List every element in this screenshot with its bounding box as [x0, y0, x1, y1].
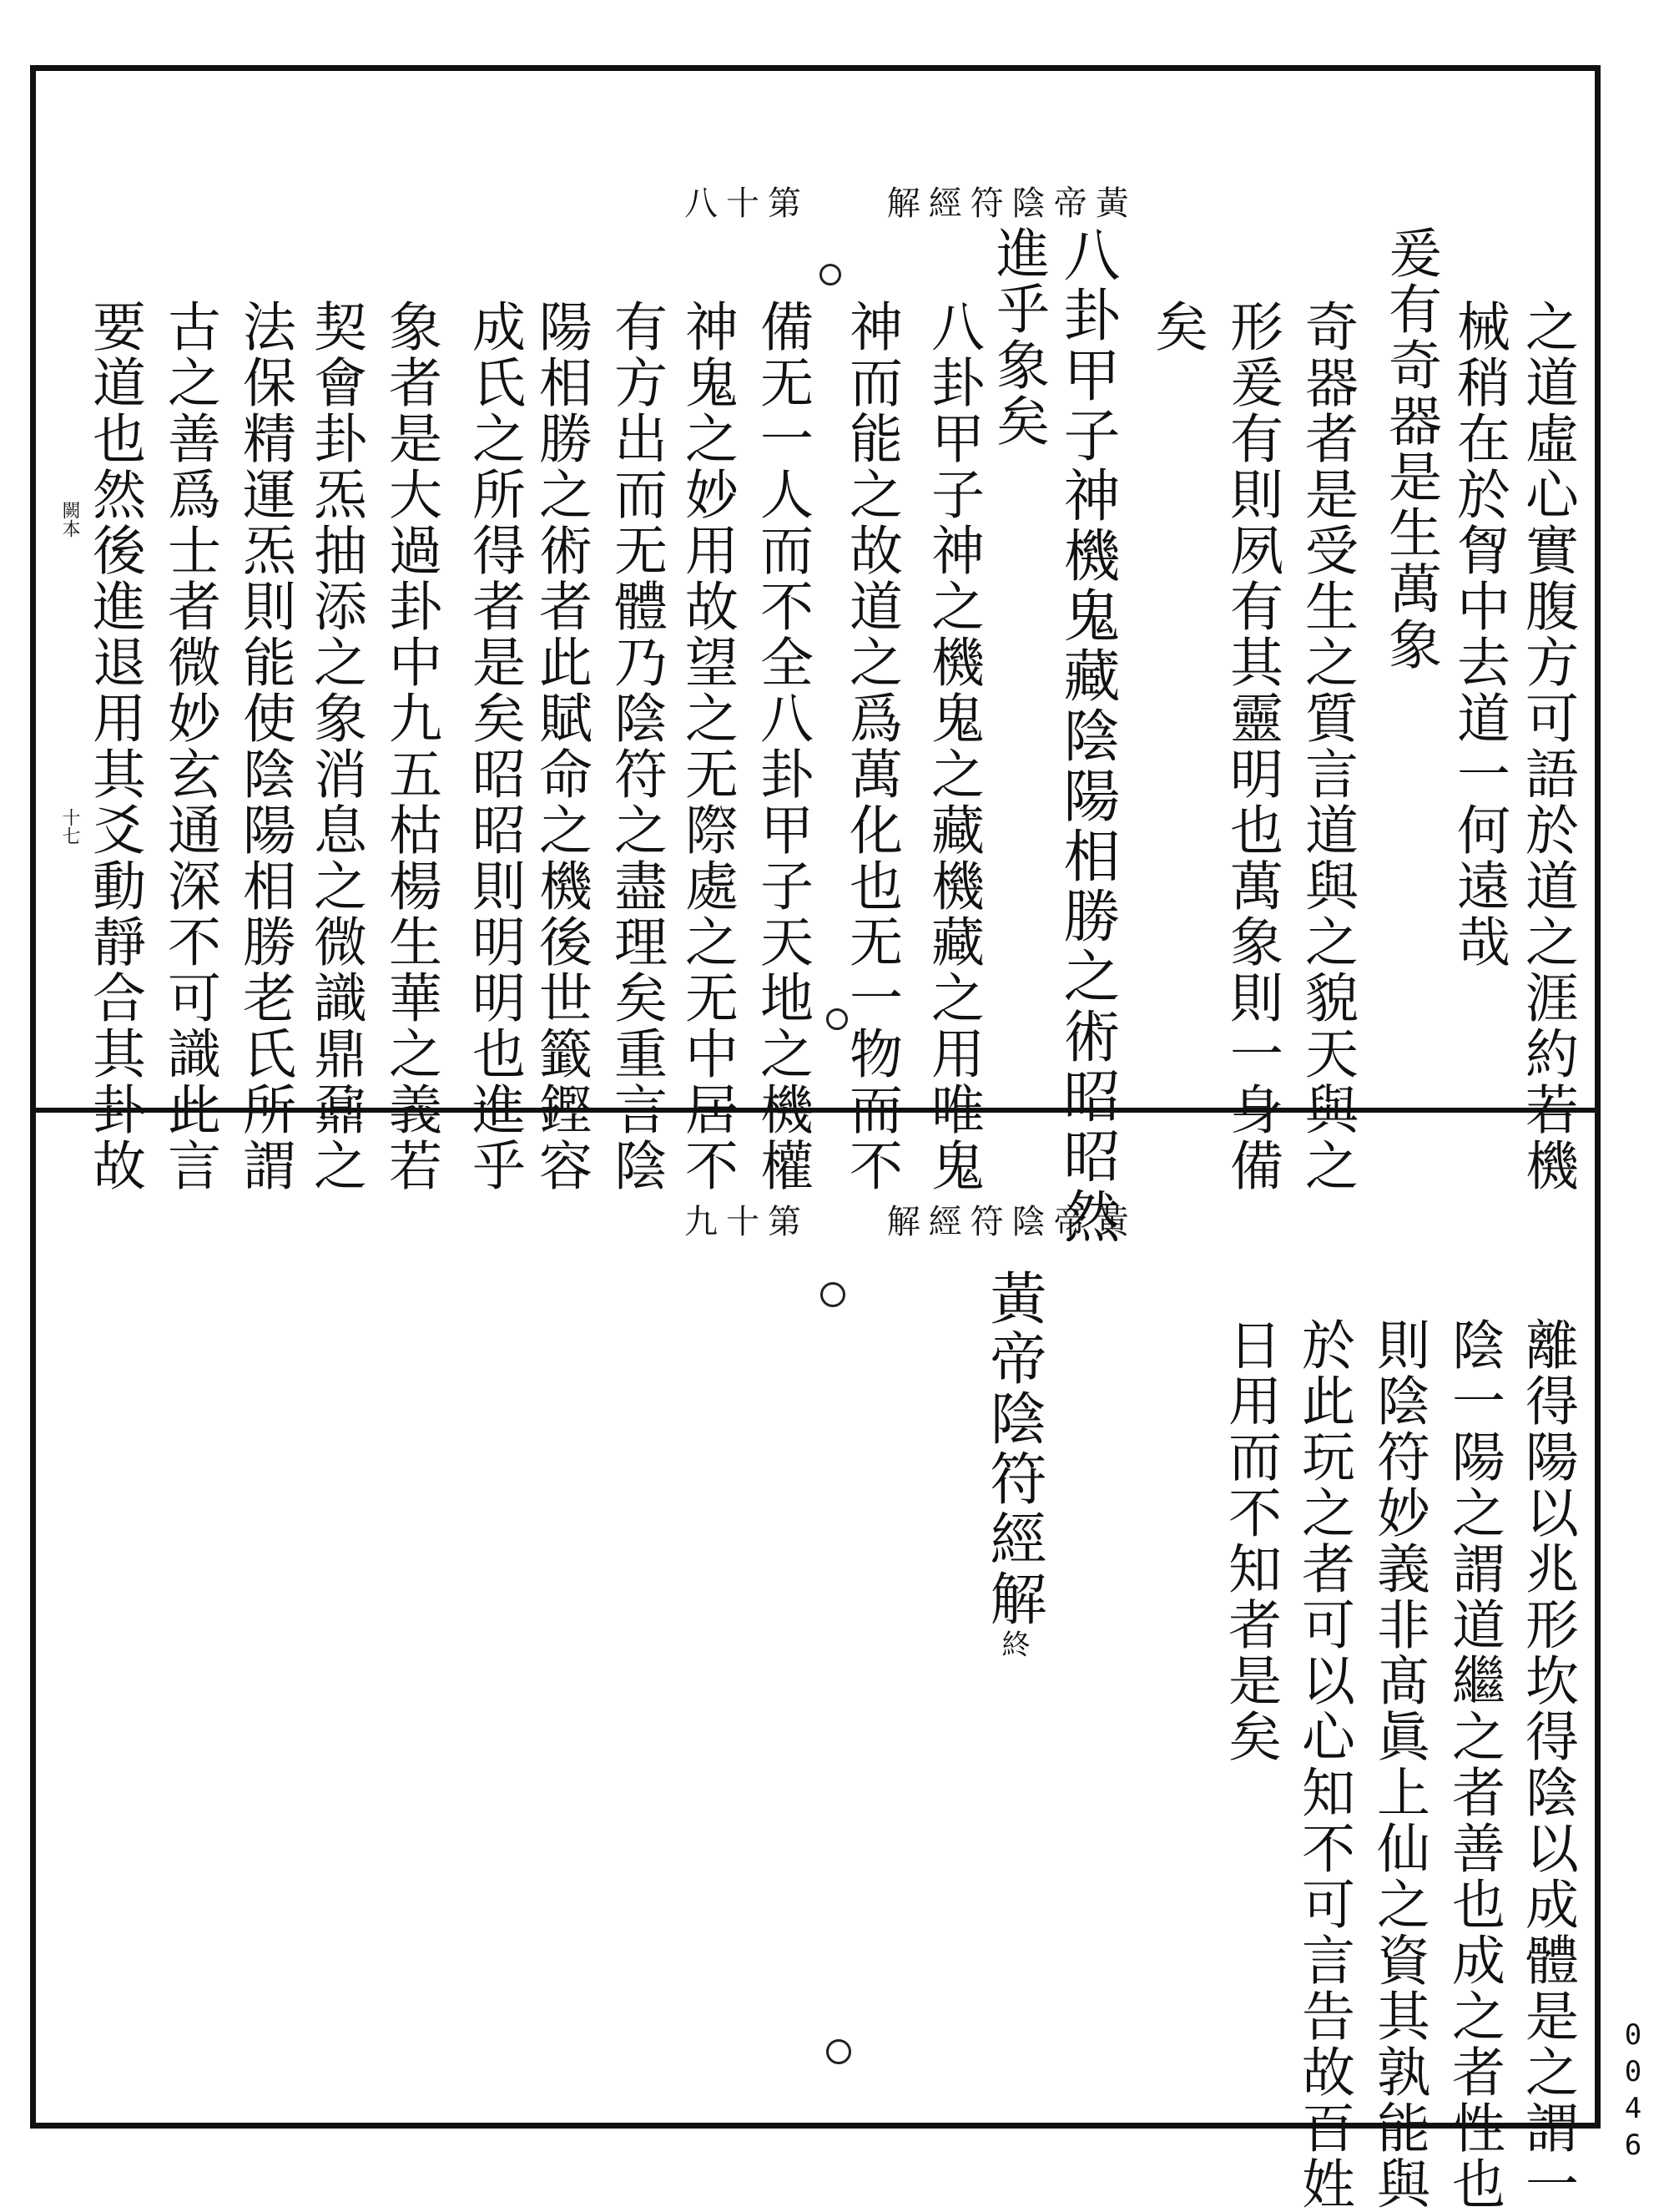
bottom-column-4: 於此玩之者可以心知不可言告故百姓 [1293, 1317, 1354, 2212]
bottom-column-2: 陰一陽之謂道繼之者善也成之者性也 [1443, 1317, 1505, 2212]
top-column-10: 神而能之故道之爲萬化也无一物而不 [840, 299, 902, 1194]
margin-note: 闕本 [59, 501, 80, 538]
top-column-16: 象者是大過卦中九五枯楊生華之義若 [380, 299, 441, 1194]
header-top-section: 第十八 [684, 184, 809, 223]
top-column-17: 契會卦炁抽添之象消息之微識鼎鼐之 [305, 299, 366, 1194]
header-bottom-book: 黃帝陰符經解 [886, 1203, 1137, 1241]
top-column-4: 奇器者是受生之質言道與之貌天與之 [1296, 299, 1358, 1194]
bottom-column-5: 日用而不知者是矣 [1219, 1317, 1281, 1765]
header-top-book: 黃帝陰符經解 [886, 184, 1137, 223]
top-column-7: 八卦甲子神機鬼藏陰陽相勝之術昭昭然 [1054, 225, 1120, 1247]
bottom-column-1: 離得陽以兆形坎得陰以成體是之謂一 [1516, 1317, 1578, 2212]
leaf-number: 十七 [59, 808, 80, 845]
book-title: 黃帝陰符經解 [981, 1269, 1046, 1629]
top-column-14: 陽相勝之術者此賦命之機後世籤鏗容 [530, 299, 592, 1194]
top-column-11: 備无一人而不全八卦甲子天地之機權 [751, 299, 813, 1194]
top-column-20: 要道也然後進退用其爻動靜合其卦故 [83, 299, 145, 1194]
header-bottom [684, 1195, 1137, 1243]
header-bottom-section: 第十九 [684, 1203, 809, 1241]
top-column-6: 矣 [1146, 299, 1208, 355]
top-column-8: 進乎象矣 [987, 225, 1049, 449]
binding-hole-3 [820, 1282, 845, 1307]
top-column-2: 械稍在於胷中去道一何遠哉 [1448, 299, 1510, 970]
end-mark: 終 [996, 1629, 1030, 1661]
top-column-12: 神鬼之妙用故望之无際處之无中居不 [676, 299, 738, 1194]
top-column-19: 古之善爲士者微妙玄通深不可識此言 [159, 299, 220, 1194]
binding-hole-2 [826, 1008, 848, 1030]
top-column-18: 法保精運炁則能使陰陽相勝老氏所謂 [234, 299, 295, 1194]
top-column-13: 有方出而无體乃陰符之盡理矣重言陰 [605, 299, 667, 1194]
top-column-9: 八卦甲子神之機鬼之藏機藏之用唯鬼 [922, 299, 984, 1194]
top-column-5: 形爰有則夙有其靈明也萬象則一身備 [1221, 299, 1283, 1194]
header-top [684, 177, 1137, 225]
page-number: 0046 [1616, 2018, 1650, 2165]
top-column-1: 之道虛心實腹方可語於道之涯約若機 [1516, 299, 1578, 1194]
binding-hole-1 [819, 264, 841, 285]
bottom-column-3: 則陰符妙義非髙眞上仙之資其孰能與 [1368, 1317, 1429, 2212]
top-column-15: 成氏之所得者是矣昭昭則明明也進乎 [463, 299, 525, 1194]
top-column-3: 爰有奇器是生萬象 [1379, 225, 1441, 673]
binding-hole-4 [826, 2039, 851, 2064]
book-title-column [981, 1269, 1046, 1661]
